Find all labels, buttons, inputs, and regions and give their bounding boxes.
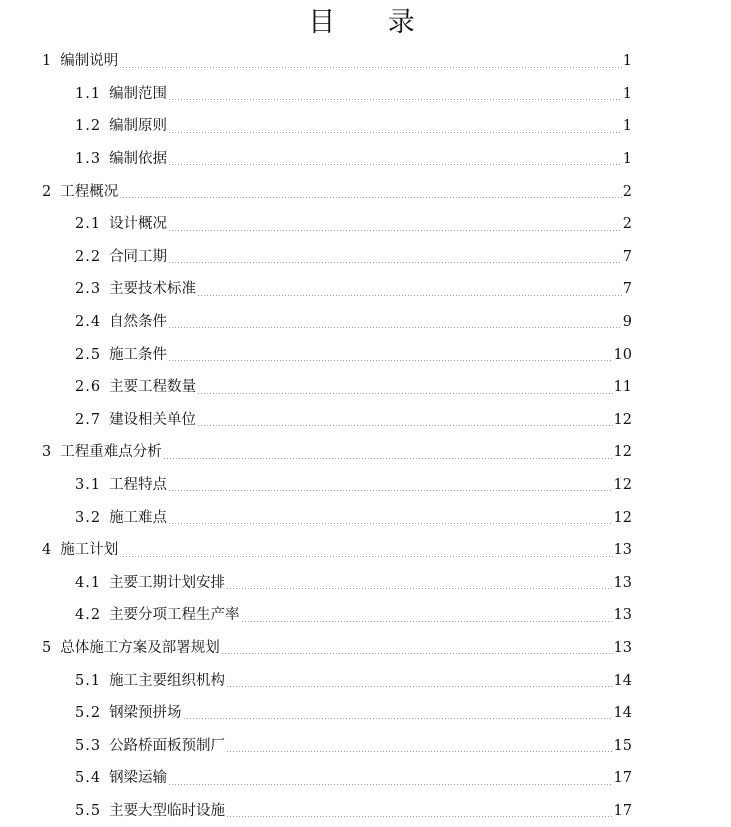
toc-entry-label: 编制依据 <box>109 151 168 168</box>
dot-leader <box>168 523 612 524</box>
toc-entry-label: 编制说明 <box>60 53 119 70</box>
toc-entry-number: 2.6 <box>75 379 102 396</box>
toc-entry-number: 4.2 <box>75 607 102 624</box>
toc-section-entry[interactable] <box>0 501 731 534</box>
dot-leader <box>226 751 612 752</box>
toc-section-entry[interactable] <box>0 404 731 437</box>
toc-chapter-entry[interactable] <box>0 45 731 78</box>
toc-section-entry[interactable] <box>0 208 731 241</box>
toc-entry-page-number: 7 <box>622 281 632 298</box>
dot-leader <box>168 784 612 785</box>
dot-leader <box>119 556 612 557</box>
toc-section-entry[interactable] <box>0 273 731 306</box>
toc-entry-number: 2.7 <box>75 411 102 428</box>
dot-leader <box>168 132 622 133</box>
toc-entry-number: 2.1 <box>75 216 102 233</box>
toc-entry-number: 2.4 <box>75 314 102 331</box>
toc-entry-label: 钢梁运输 <box>109 770 168 787</box>
toc-entry-label: 施工难点 <box>109 509 168 526</box>
toc-section-entry[interactable] <box>0 110 731 143</box>
toc-entry-page-number: 7 <box>622 248 632 265</box>
toc-entry-page-number: 12 <box>613 444 632 461</box>
toc-entry-number: 2.3 <box>75 281 102 298</box>
toc-entry-page-number: 13 <box>613 607 632 624</box>
toc-entry-page-number: 1 <box>622 53 632 70</box>
toc-entry-page-number: 12 <box>613 411 632 428</box>
toc-entry-page-number: 15 <box>613 737 632 754</box>
toc-entry-label: 公路桥面板预制厂 <box>109 737 226 754</box>
toc-section-entry[interactable] <box>0 795 731 827</box>
toc-entry-page-number: 13 <box>613 574 632 591</box>
toc-entry-page-number: 13 <box>613 639 632 656</box>
toc-section-entry[interactable] <box>0 567 731 600</box>
toc-entry-number: 3 <box>42 444 53 461</box>
toc-entry-number: 4.1 <box>75 574 102 591</box>
dot-leader <box>168 327 622 328</box>
toc-chapter-entry[interactable] <box>0 632 731 665</box>
toc-entry-number: 2.2 <box>75 248 102 265</box>
toc-entry-label: 编制原则 <box>109 118 168 135</box>
toc-entry-label: 工程特点 <box>109 477 168 494</box>
toc-section-entry[interactable] <box>0 599 731 632</box>
toc-entry-page-number: 9 <box>622 314 632 331</box>
toc-section-entry[interactable] <box>0 338 731 371</box>
toc-entry-number: 5.3 <box>75 737 102 754</box>
toc-entry-page-number: 2 <box>622 183 632 200</box>
toc-entry-label: 合同工期 <box>109 248 168 265</box>
dot-leader <box>168 360 612 361</box>
toc-entry-label: 建设相关单位 <box>109 411 197 428</box>
toc-entry-label: 主要分项工程生产率 <box>109 607 240 624</box>
toc-entry-label: 设计概况 <box>109 216 168 233</box>
toc-entry-number: 5 <box>42 639 53 656</box>
toc-entry-page-number: 2 <box>622 216 632 233</box>
toc-entry-number: 4 <box>42 542 53 559</box>
dot-leader <box>221 653 613 654</box>
toc-entry-label: 总体施工方案及部署规划 <box>60 639 220 656</box>
dot-leader <box>197 393 612 394</box>
dot-leader <box>197 295 622 296</box>
toc-entry-label: 工程重难点分析 <box>60 444 162 461</box>
dot-leader <box>168 99 622 100</box>
dot-leader <box>119 67 622 68</box>
dot-leader <box>197 425 612 426</box>
toc-entry-page-number: 17 <box>613 770 632 787</box>
toc-entry-label: 自然条件 <box>109 314 168 331</box>
toc-entry-number: 1.3 <box>75 151 102 168</box>
toc-entry-number: 2 <box>42 183 53 200</box>
dot-leader <box>119 197 622 198</box>
toc-section-entry[interactable] <box>0 78 731 111</box>
toc-section-entry[interactable] <box>0 371 731 404</box>
page-title: 目 录 <box>308 7 437 38</box>
dot-leader <box>168 230 622 231</box>
toc-entry-label: 施工条件 <box>109 346 168 363</box>
toc-entry-number: 2.5 <box>75 346 102 363</box>
toc-entry-page-number: 10 <box>613 346 632 363</box>
toc-entry-page-number: 14 <box>613 705 632 722</box>
toc-entry-page-number: 13 <box>613 542 632 559</box>
toc-entry-page-number: 11 <box>613 379 632 396</box>
toc-chapter-entry[interactable] <box>0 534 731 567</box>
toc-entry-number: 5.2 <box>75 705 102 722</box>
toc-entry-number: 1 <box>42 53 53 70</box>
dot-leader <box>168 262 622 263</box>
toc-entry-label: 施工主要组织机构 <box>109 672 226 689</box>
toc-chapter-entry[interactable] <box>0 175 731 208</box>
dot-leader <box>226 686 612 687</box>
dot-leader <box>163 458 613 459</box>
toc-entry-page-number: 14 <box>613 672 632 689</box>
toc-section-entry[interactable] <box>0 729 731 762</box>
toc-entry-label: 主要技术标准 <box>109 281 197 298</box>
table-of-contents <box>0 45 731 827</box>
toc-entry-number: 3.1 <box>75 477 102 494</box>
toc-entry-page-number: 1 <box>622 85 632 102</box>
toc-entry-label: 主要工程数量 <box>109 379 197 396</box>
toc-entry-number: 3.2 <box>75 509 102 526</box>
toc-section-entry[interactable] <box>0 306 731 339</box>
toc-section-entry[interactable] <box>0 241 731 274</box>
toc-section-entry[interactable] <box>0 697 731 730</box>
toc-entry-page-number: 12 <box>613 477 632 494</box>
toc-chapter-entry[interactable] <box>0 436 731 469</box>
dot-leader <box>241 621 613 622</box>
dot-leader <box>168 490 612 491</box>
dot-leader <box>183 718 613 719</box>
toc-entry-page-number: 17 <box>613 802 632 819</box>
toc-section-entry[interactable] <box>0 143 731 176</box>
toc-entry-page-number: 1 <box>622 151 632 168</box>
toc-entry-number: 5.5 <box>75 802 102 819</box>
toc-entry-number: 1.2 <box>75 118 102 135</box>
toc-entry-number: 1.1 <box>75 85 102 102</box>
toc-entry-number: 5.4 <box>75 770 102 787</box>
dot-leader <box>226 816 612 817</box>
toc-section-entry[interactable] <box>0 664 731 697</box>
toc-entry-label: 钢梁预拼场 <box>109 705 182 722</box>
toc-entry-number: 5.1 <box>75 672 102 689</box>
toc-entry-page-number: 12 <box>613 509 632 526</box>
toc-entry-label: 编制范围 <box>109 85 168 102</box>
toc-entry-label: 工程概况 <box>60 183 119 200</box>
toc-entry-label: 主要工期计划安排 <box>109 574 226 591</box>
toc-section-entry[interactable] <box>0 469 731 502</box>
toc-entry-label: 施工计划 <box>60 542 119 559</box>
toc-entry-page-number: 1 <box>622 118 632 135</box>
toc-section-entry[interactable] <box>0 762 731 795</box>
toc-entry-label: 主要大型临时设施 <box>109 802 226 819</box>
dot-leader <box>168 164 622 165</box>
dot-leader <box>226 588 612 589</box>
